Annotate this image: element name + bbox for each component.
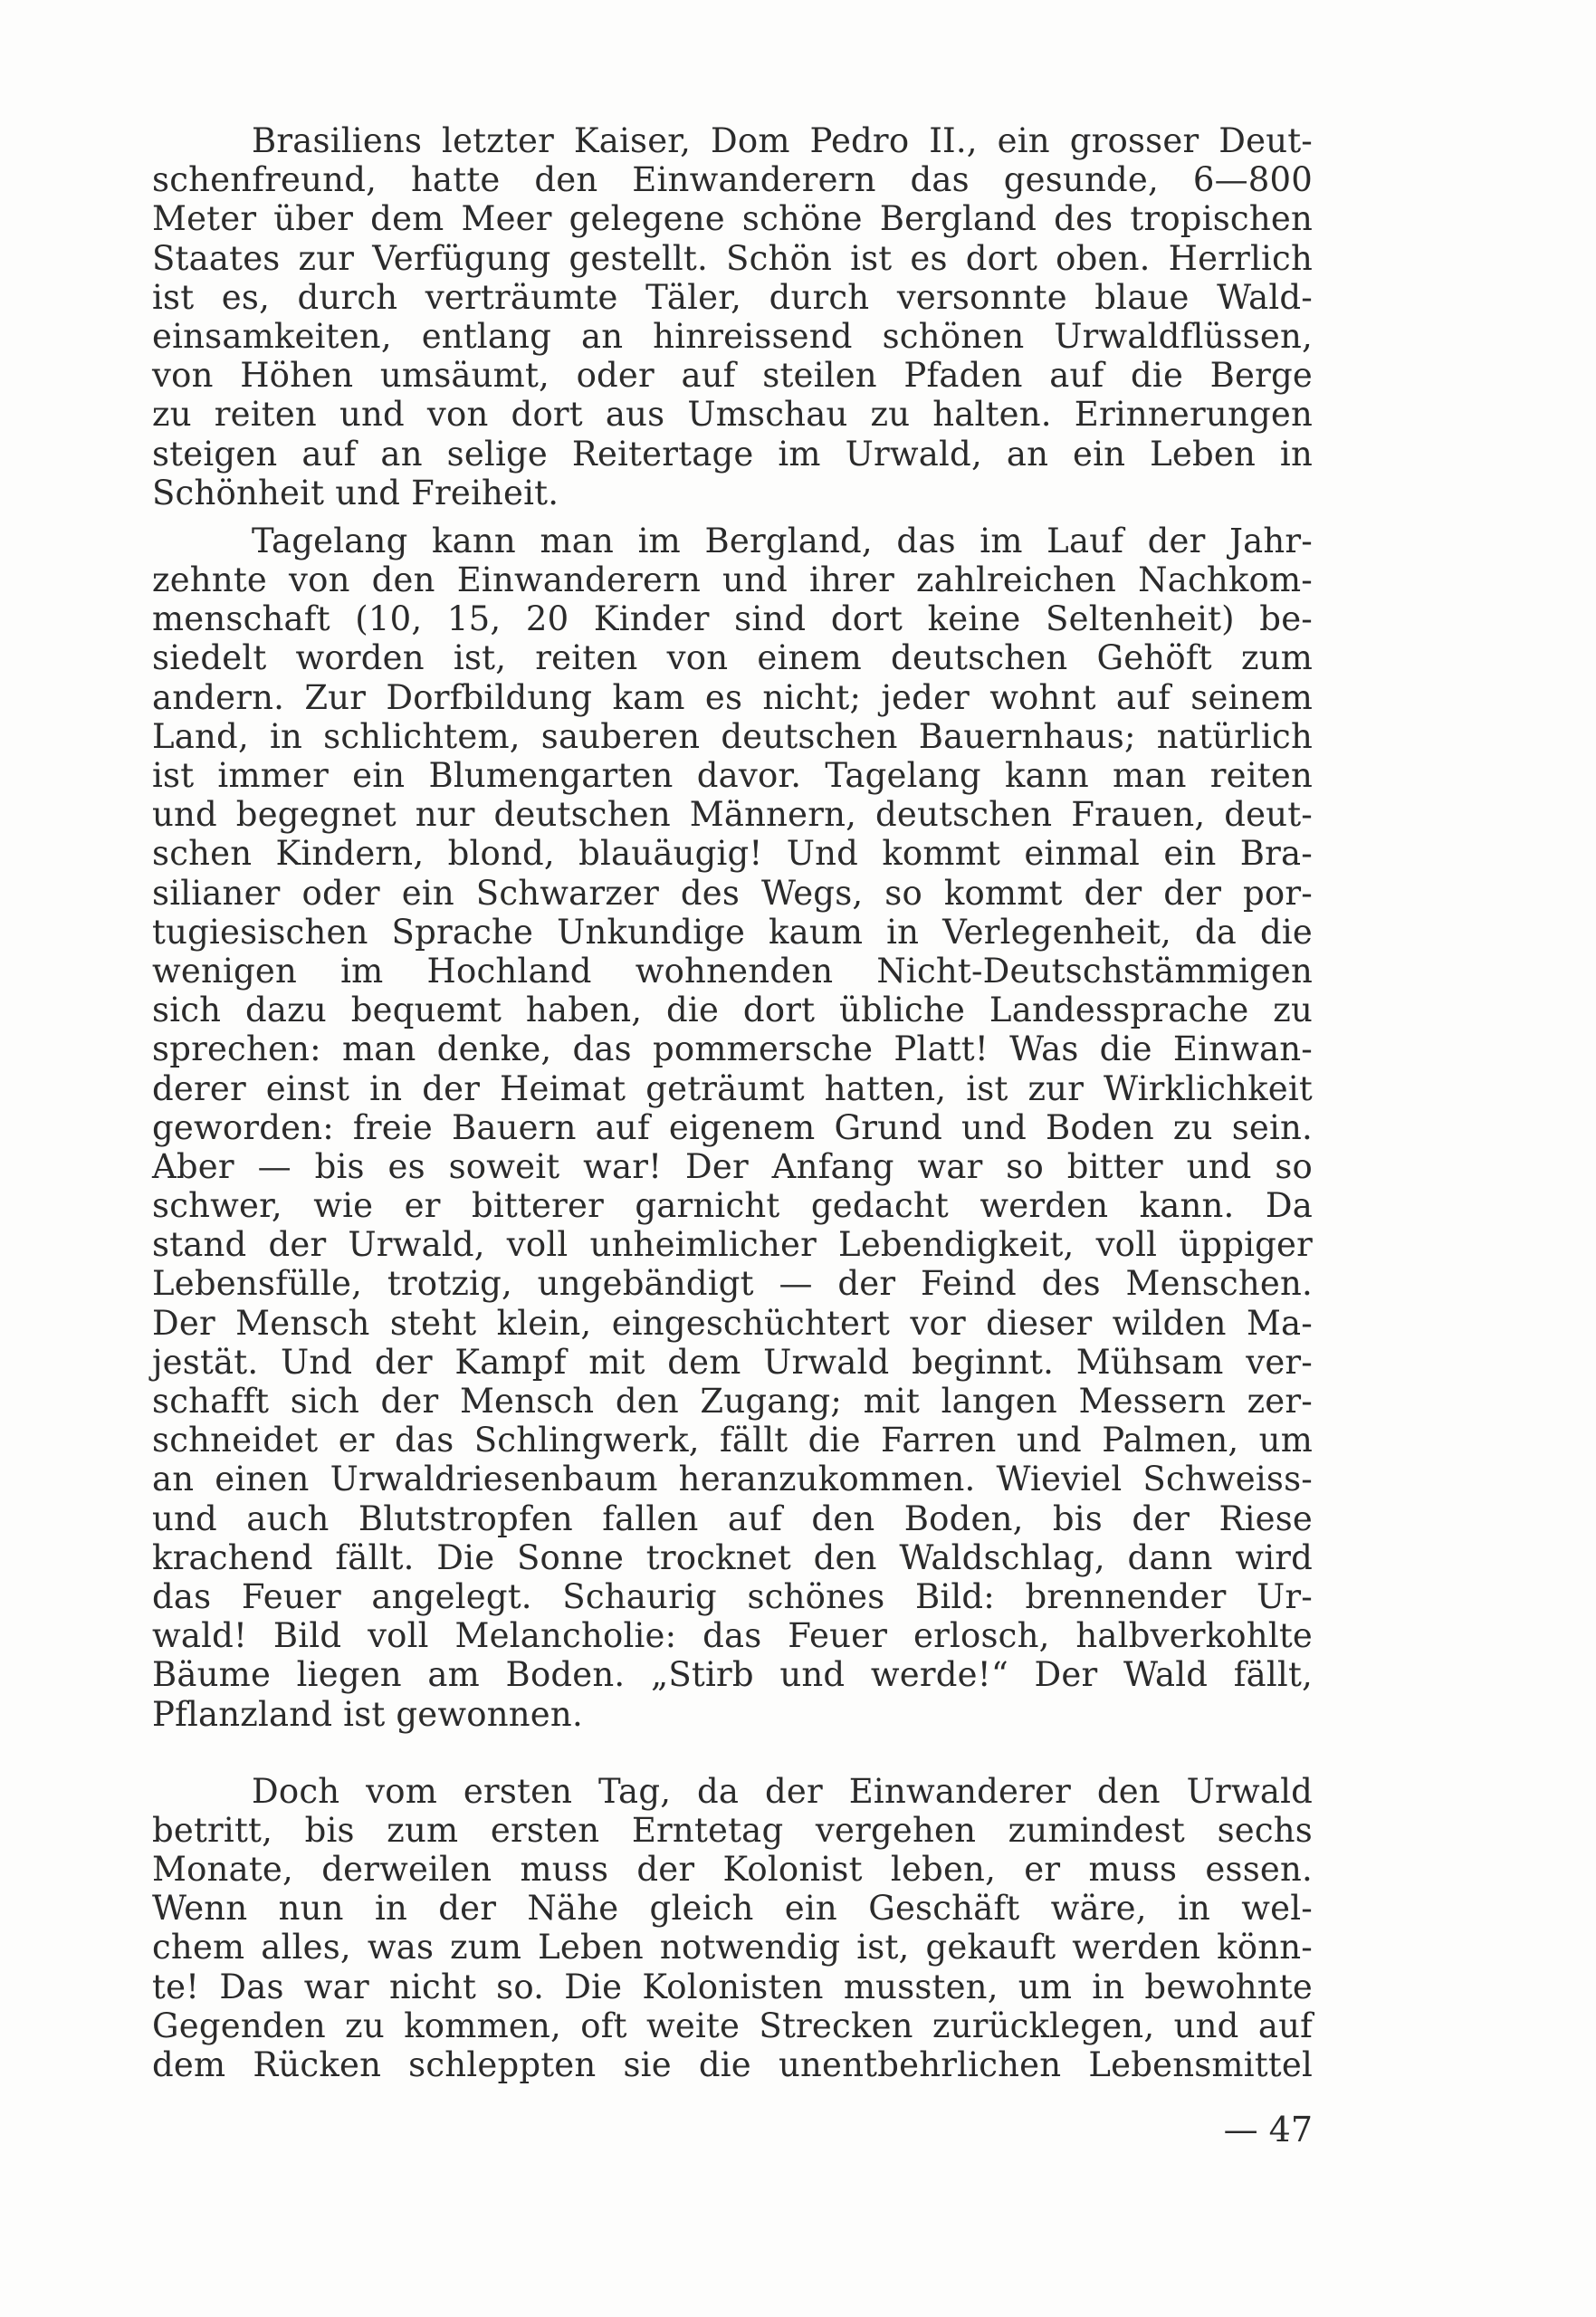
text-line: Land, in schlichtem, sauberen deutschen Bauernhaus; natürlich	[152, 716, 1313, 756]
page-number: — 47	[1223, 2110, 1313, 2149]
text-line: Lebensfülle, trotzig, ungebändigt — der Feind des Menschen.	[152, 1264, 1313, 1304]
text-line: siedelt worden ist, reiten von einem deutschen Gehöft zum	[152, 638, 1313, 678]
text-line: Bäume liegen am Boden. „Stirb und werde!“ Der Wald fällt,	[152, 1655, 1313, 1695]
text-line: Der Mensch steht klein, eingeschüchtert vor dieser wilden Ma-	[152, 1303, 1313, 1343]
text-line: Wenn nun in der Nähe gleich ein Geschäft wäre, in wel-	[152, 1889, 1313, 1929]
text-line: sprechen: man denke, das pommersche Platt! Was die Einwan-	[152, 1029, 1313, 1069]
text-line: zu reiten und von dort aus Umschau zu halten. Erinnerungen	[152, 395, 1313, 435]
text-line: Monate, derweilen muss der Kolonist leben, er muss essen.	[152, 1850, 1313, 1890]
text-line: te! Das war nicht so. Die Kolonisten mussten, um in bewohnte	[152, 1967, 1313, 2006]
text-line: sich dazu bequemt haben, die dort übliche Landessprache zu	[152, 991, 1313, 1030]
paragraph-1	[152, 121, 1313, 512]
text-line: tugiesischen Sprache Unkundige kaum in Verlegenheit, da die	[152, 912, 1313, 952]
text-line: an einen Urwaldriesenbaum heranzukommen. Wieviel Schweiss-	[152, 1460, 1313, 1499]
text-line: ist immer ein Blumengarten davor. Tagelang kann man reiten	[152, 756, 1313, 795]
text-line: dem Rücken schleppten sie die unentbehrlichen Lebensmittel	[152, 2045, 1313, 2084]
text-line: geworden: freie Bauern auf eigenem Grund und Boden zu sein.	[152, 1107, 1313, 1147]
text-line: ist es, durch verträumte Täler, durch versonnte blaue Wald-	[152, 277, 1313, 317]
text-line: schenfreund, hatte den Einwanderern das gesunde, 6—800	[152, 160, 1313, 200]
text-line: Tagelang kann man im Bergland, das im Lauf der Jahr-	[252, 521, 1313, 560]
text-line: Pflanzland ist gewonnen.	[152, 1694, 583, 1734]
text-line: Gegenden zu kommen, oft weite Strecken zurücklegen, und auf	[152, 2006, 1313, 2045]
text-line: betritt, bis zum ersten Erntetag vergehen zumindest sechs	[152, 1810, 1313, 1850]
text-line: wald! Bild voll Melancholie: das Feuer erlosch, halbverkohlte	[152, 1616, 1313, 1656]
text-line: und auch Blutstropfen fallen auf den Boden, bis der Riese	[152, 1498, 1313, 1538]
text-line: schafft sich der Mensch den Zugang; mit langen Messern zer-	[152, 1382, 1313, 1421]
paragraph-2	[152, 522, 1313, 1734]
paragraph-spacer	[152, 1734, 1313, 1772]
text-line: von Höhen umsäumt, oder auf steilen Pfaden auf die Berge	[152, 356, 1313, 396]
text-line: steigen auf an selige Reitertage im Urwald, an ein Leben in	[152, 434, 1313, 474]
paragraph-3	[152, 1772, 1313, 2085]
text-line: menschaft (10, 15, 20 Kinder sind dort keine Seltenheit) be-	[152, 599, 1313, 639]
text-line: Schönheit und Freiheit.	[152, 473, 559, 512]
text-line: silianer oder ein Schwarzer des Wegs, so kommt der der por-	[152, 873, 1313, 913]
body-text	[152, 121, 1313, 2084]
text-line: Meter über dem Meer gelegene schöne Bergland des tropischen	[152, 199, 1313, 239]
text-line: schneidet er das Schlingwerk, fällt die Farren und Palmen, um	[152, 1421, 1313, 1460]
text-line: das Feuer angelegt. Schaurig schönes Bild: brennender Ur-	[152, 1576, 1313, 1616]
text-line: derer einst in der Heimat geträumt hatten, ist zur Wirklichkeit	[152, 1068, 1313, 1108]
text-line: schen Kindern, blond, blauäugig! Und kommt einmal ein Bra-	[152, 834, 1313, 874]
paragraph-spacer	[152, 512, 1313, 522]
text-line: zehnte von den Einwanderern und ihrer zahlreichen Nachkom-	[152, 560, 1313, 600]
text-line: einsamkeiten, entlang an hinreissend schönen Urwaldflüssen,	[152, 316, 1313, 356]
text-line: chem alles, was zum Leben notwendig ist, gekauft werden könn-	[152, 1928, 1313, 1968]
text-line: und begegnet nur deutschen Männern, deutschen Frauen, deut-	[152, 795, 1313, 835]
text-line: jestät. Und der Kampf mit dem Urwald beginnt. Mühsam ver-	[152, 1342, 1313, 1382]
text-line: Aber — bis es soweit war! Der Anfang war so bitter und so	[152, 1146, 1313, 1186]
text-line: Staates zur Verfügung gestellt. Schön ist es dort oben. Herrlich	[152, 238, 1313, 278]
text-line: stand der Urwald, voll unheimlicher Lebendigkeit, voll üppiger	[152, 1225, 1313, 1265]
text-line: Doch vom ersten Tag, da der Einwanderer den Urwald	[252, 1771, 1313, 1811]
text-line: krachend fällt. Die Sonne trocknet den Waldschlag, dann wird	[152, 1537, 1313, 1577]
text-line: andern. Zur Dorfbildung kam es nicht; jeder wohnt auf seinem	[152, 677, 1313, 717]
text-line: Brasiliens letzter Kaiser, Dom Pedro II., ein grosser Deut-	[252, 121, 1313, 160]
text-line: schwer, wie er bitterer garnicht gedacht werden kann. Da	[152, 1186, 1313, 1226]
text-line: wenigen im Hochland wohnenden Nicht-Deutschstämmigen	[152, 951, 1313, 991]
